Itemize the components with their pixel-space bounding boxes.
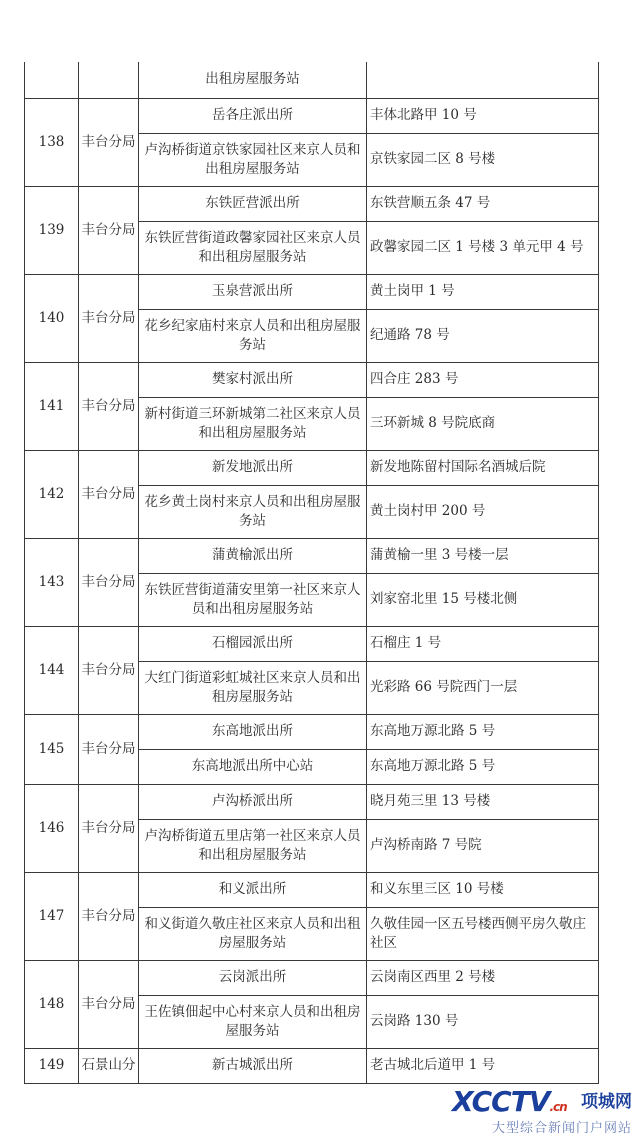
- bureau-cell: 丰台分局: [79, 98, 139, 186]
- table-body: [25, 62, 599, 1083]
- num-cell: 143: [25, 538, 79, 626]
- watermark-slogan: 大型综合新闻门户网站: [491, 1121, 632, 1136]
- station-cell: 和义派出所: [139, 872, 367, 907]
- address-cell: 和义东里三区 10 号楼: [367, 872, 599, 907]
- address-cell: 久敬佳园一区五号楼西侧平房久敬庄社区: [367, 907, 599, 960]
- address-cell: 政馨家园二区 1 号楼 3 单元甲 4 号: [367, 221, 599, 274]
- table-row: [25, 714, 599, 749]
- table-row: [25, 1048, 599, 1083]
- bureau-cell: 丰台分局: [79, 274, 139, 362]
- bureau-cell: 丰台分局: [79, 960, 139, 1048]
- station-cell: 蒲黄榆派出所: [139, 538, 367, 573]
- address-cell: 晓月苑三里 13 号楼: [367, 784, 599, 819]
- table-row: [25, 784, 599, 819]
- table-row: [25, 450, 599, 485]
- watermark-city: 项城网: [581, 1092, 632, 1112]
- station-cell: 云岗派出所: [139, 960, 367, 995]
- table-row-continued: [25, 62, 599, 98]
- table-row: [25, 362, 599, 397]
- station-cell: 岳各庄派出所: [139, 98, 367, 133]
- station-cell: 樊家村派出所: [139, 362, 367, 397]
- address-cell: 东高地万源北路 5 号: [367, 749, 599, 784]
- num-cell: 139: [25, 186, 79, 274]
- station-cell: 玉泉营派出所: [139, 274, 367, 309]
- address-cell: 东铁营顺五条 47 号: [367, 186, 599, 221]
- bureau-cell: [79, 62, 139, 98]
- num-cell: 146: [25, 784, 79, 872]
- watermark: [412, 1085, 632, 1135]
- address-cell: 刘家窑北里 15 号楼北侧: [367, 573, 599, 626]
- station-cell: 石榴园派出所: [139, 626, 367, 661]
- num-cell: 142: [25, 450, 79, 538]
- address-cell: 云岗南区西里 2 号楼: [367, 960, 599, 995]
- address-cell: 东高地万源北路 5 号: [367, 714, 599, 749]
- station-cell: 东高地派出所: [139, 714, 367, 749]
- address-cell: 四合庄 283 号: [367, 362, 599, 397]
- address-cell: 云岗路 130 号: [367, 995, 599, 1048]
- address-cell: 三环新城 8 号院底商: [367, 397, 599, 450]
- address-cell: 丰体北路甲 10 号: [367, 98, 599, 133]
- station-cell: 东铁匠营派出所: [139, 186, 367, 221]
- bureau-cell: 丰台分局: [79, 538, 139, 626]
- table-row: [25, 274, 599, 309]
- address-cell: [367, 62, 599, 98]
- station-cell: 卢沟桥街道五里店第一社区来京人员和出租房屋服务站: [139, 819, 367, 872]
- station-cell: 新村街道三环新城第二社区来京人员和出租房屋服务站: [139, 397, 367, 450]
- station-cell: 东高地派出所中心站: [139, 749, 367, 784]
- num-cell: 140: [25, 274, 79, 362]
- table-row: [25, 872, 599, 907]
- table-row: [25, 538, 599, 573]
- num-cell: 141: [25, 362, 79, 450]
- station-cell: 东铁匠营街道政馨家园社区来京人员和出租房屋服务站: [139, 221, 367, 274]
- bureau-cell: 丰台分局: [79, 362, 139, 450]
- table-row: [25, 960, 599, 995]
- num-cell: 148: [25, 960, 79, 1048]
- bureau-cell: 丰台分局: [79, 872, 139, 960]
- address-cell: 新发地陈留村国际名酒城后院: [367, 450, 599, 485]
- bureau-cell: 丰台分局: [79, 784, 139, 872]
- table-row: [25, 186, 599, 221]
- station-cell: 出租房屋服务站: [139, 62, 367, 98]
- station-cell: 卢沟桥街道京铁家园社区来京人员和出租房屋服务站: [139, 133, 367, 186]
- station-cell: 大红门街道彩虹城社区来京人员和出租房屋服务站: [139, 661, 367, 714]
- num-cell: [25, 62, 79, 98]
- address-cell: 石榴庄 1 号: [367, 626, 599, 661]
- address-cell: 纪通路 78 号: [367, 309, 599, 362]
- address-cell: 光彩路 66 号院西门一层: [367, 661, 599, 714]
- station-cell: 东铁匠营街道蒲安里第一社区来京人员和出租房屋服务站: [139, 573, 367, 626]
- station-cell: 花乡黄土岗村来京人员和出租房屋服务站: [139, 485, 367, 538]
- station-cell: 王佐镇佃起中心村来京人员和出租房屋服务站: [139, 995, 367, 1048]
- address-cell: 卢沟桥南路 7 号院: [367, 819, 599, 872]
- station-cell: 花乡纪家庙村来京人员和出租房屋服务站: [139, 309, 367, 362]
- watermark-logo: XCCTV.cn: [452, 1085, 567, 1118]
- bureau-cell: 丰台分局: [79, 450, 139, 538]
- num-cell: 144: [25, 626, 79, 714]
- num-cell: 138: [25, 98, 79, 186]
- table-row: [25, 98, 599, 133]
- address-cell: 老古城北后道甲 1 号: [367, 1048, 599, 1083]
- bureau-cell: 石景山分: [79, 1048, 139, 1083]
- num-cell: 147: [25, 872, 79, 960]
- station-cell: 新发地派出所: [139, 450, 367, 485]
- num-cell: 149: [25, 1048, 79, 1083]
- police-station-table: [24, 62, 599, 1084]
- num-cell: 145: [25, 714, 79, 784]
- address-cell: 蒲黄榆一里 3 号楼一层: [367, 538, 599, 573]
- station-cell: 新古城派出所: [139, 1048, 367, 1083]
- address-cell: 京铁家园二区 8 号楼: [367, 133, 599, 186]
- station-cell: 卢沟桥派出所: [139, 784, 367, 819]
- bureau-cell: 丰台分局: [79, 626, 139, 714]
- address-cell: 黄土岗甲 1 号: [367, 274, 599, 309]
- bureau-cell: 丰台分局: [79, 186, 139, 274]
- table-row: [25, 626, 599, 661]
- station-cell: 和义街道久敬庄社区来京人员和出租房屋服务站: [139, 907, 367, 960]
- address-cell: 黄土岗村甲 200 号: [367, 485, 599, 538]
- bureau-cell: 丰台分局: [79, 714, 139, 784]
